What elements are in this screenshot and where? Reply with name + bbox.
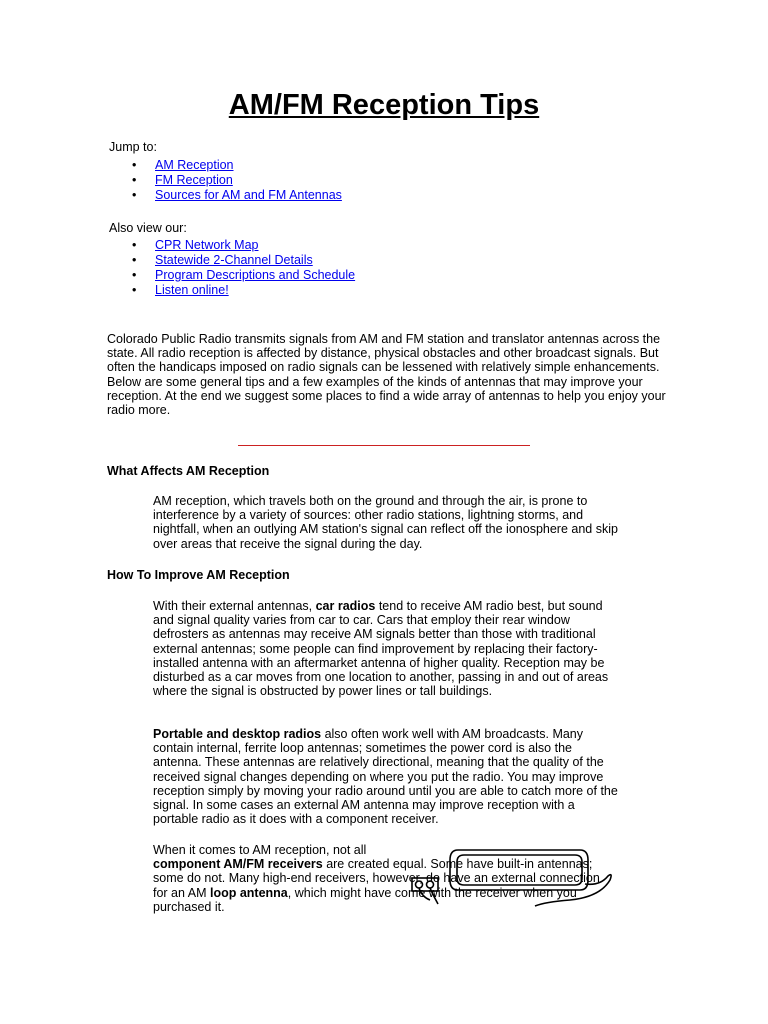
link-statewide-details[interactable]: Statewide 2-Channel Details — [155, 253, 313, 267]
am-affects-paragraph: AM reception, which travels both on the ground and through the air, is prone to interference by a variety of sources: other radio stations, lightning storms, and nightfall, when an outlying AM station's signal can reflect off the ionosphere and skip over areas that receive the signal during the day. — [153, 494, 618, 551]
bullet-icon: • — [132, 238, 137, 252]
bullet-icon: • — [132, 173, 137, 187]
also-view-label: Also view our: — [109, 221, 187, 235]
section-heading-improve-am: How To Improve AM Reception — [107, 568, 290, 582]
portable-radios-paragraph — [153, 727, 623, 826]
section-heading-am-affects: What Affects AM Reception — [107, 464, 270, 478]
intro-paragraph: Colorado Public Radio transmits signals from AM and FM station and translator antennas across the state. All radio reception is affected by distance, physical obstacles and other broadcast signals. But often the handicaps imposed on radio signals can be lessened with relatively simple enhancements. Below are some general tips and a few examples of the kinds of antennas that may improve your reception. At the end we suggest some places to find a wide array of antennas to help you enjoy your radio more. — [107, 332, 666, 418]
text-run: With their external antennas, — [153, 599, 316, 613]
link-am-reception[interactable]: AM Reception — [155, 158, 234, 172]
list-item — [109, 158, 342, 173]
list-item — [109, 268, 355, 283]
bullet-icon: • — [132, 283, 137, 297]
link-antenna-sources[interactable]: Sources for AM and FM Antennas — [155, 188, 342, 202]
link-fm-reception[interactable]: FM Reception — [155, 173, 233, 187]
link-network-map[interactable]: CPR Network Map — [155, 238, 259, 252]
list-item — [109, 283, 355, 298]
list-item — [109, 173, 342, 188]
page-title: AM/FM Reception Tips — [228, 89, 540, 121]
bullet-icon: • — [132, 188, 137, 202]
bold-term: car radios — [315, 599, 376, 613]
bullet-icon: • — [132, 158, 137, 172]
am-loop-antenna-illustration — [410, 842, 620, 912]
bullet-icon: • — [132, 268, 137, 282]
text-run: tend to receive AM radio best, but sound and signal quality varies from car to car. Cars that employ their rear window defrosters as antennas may receive AM signals better than those with traditional external antennas; some people can find improvement by replacing their factory-installed antenna with an aftermarket antenna of higher quality. Reception may be disturbed as a car moves from one location to another, passing in and out of areas where the signal is obstructed by power lines or tall buildings. — [153, 599, 609, 699]
list-item — [109, 238, 355, 253]
list-item — [109, 188, 342, 203]
text-run: When it comes to AM reception, not all — [153, 843, 367, 857]
list-item — [109, 253, 355, 268]
text-run: , which might have come with the receiver when you purchased it. — [153, 885, 577, 914]
car-radios-paragraph — [153, 599, 623, 698]
jump-to-label: Jump to: — [109, 140, 157, 154]
section-divider — [238, 445, 530, 446]
bold-term: component AM/FM receivers — [153, 857, 323, 872]
bold-term: Portable and desktop radios — [153, 727, 322, 741]
bullet-icon: • — [132, 253, 137, 267]
also-view-list — [109, 238, 355, 298]
text-run: are created equal. Some have built-in antennas; some do not. Many high-end receivers, however, do have an external connection for an AM — [153, 857, 600, 900]
jump-to-list — [109, 158, 342, 203]
text-run: also often work well with AM broadcasts. Many contain internal, ferrite loop antennas; sometimes the power cord is also the antenna. These antennas are relatively directional, meaning that the quality of the received signal changes depending on where you put the radio. You may improve reception simply by moving your radio around until you are able to catch more of the signal. In some cases an external AM antenna may improve reception with a portable radio as it does with a component receiver. — [153, 727, 618, 827]
bold-term: loop antenna — [209, 885, 288, 900]
link-program-schedule[interactable]: Program Descriptions and Schedule — [155, 268, 356, 282]
link-listen-online[interactable]: Listen online! — [155, 283, 229, 297]
